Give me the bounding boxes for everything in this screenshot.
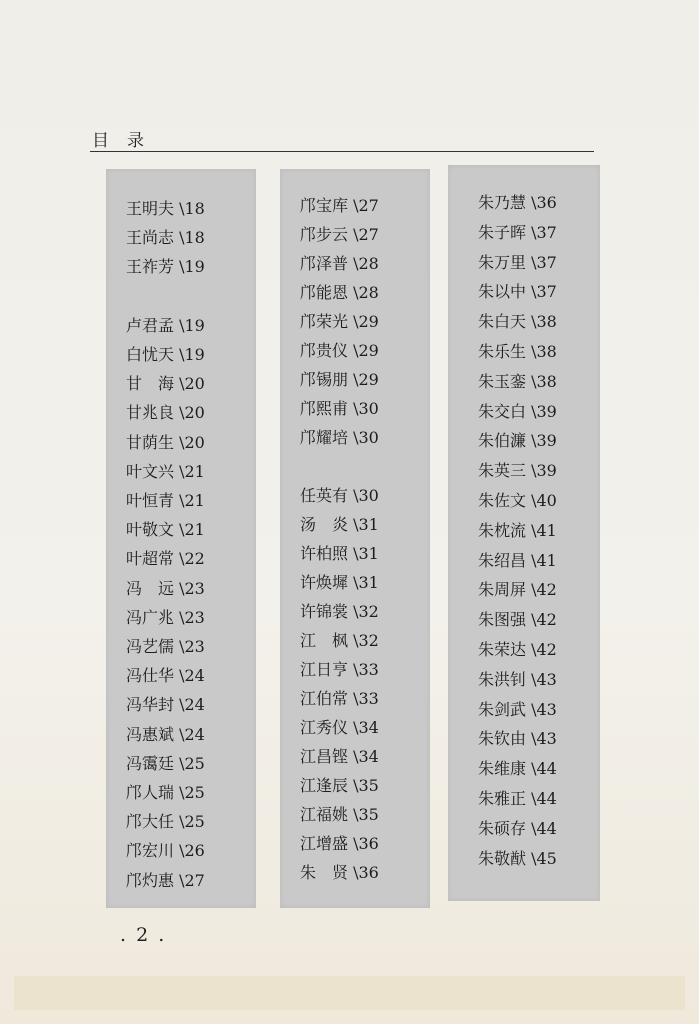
index-entry: 朱佐文 \40 <box>478 491 557 510</box>
index-entry: 朱维康 \44 <box>478 759 557 779</box>
index-entry: 朱玉銮 \38 <box>478 371 557 391</box>
header-divider <box>90 151 594 152</box>
index-entry: 冯霭廷 \25 <box>126 753 205 773</box>
index-entry: 叶文兴 \21 <box>126 461 205 481</box>
index-entry: 邝灼惠 \27 <box>126 870 205 890</box>
index-entry: 邝大任 \25 <box>126 812 205 832</box>
index-entry: 冯 远 \23 <box>126 578 205 598</box>
index-entry: 朱剑武 \43 <box>478 699 557 719</box>
index-entry: 江逢辰 \35 <box>300 776 379 795</box>
index-entry: 卢君孟 \19 <box>126 315 205 335</box>
index-entry: 冯惠斌 \24 <box>126 724 205 744</box>
index-entry: 许焕墀 \31 <box>300 573 379 592</box>
index-entry: 朱硕存 \44 <box>478 818 557 838</box>
index-entry: 邝宏川 \26 <box>126 841 205 861</box>
index-entry: 朱子晖 \37 <box>478 222 557 242</box>
index-entry: 汤 炎 \31 <box>300 515 379 534</box>
index-entry: 任英有 \30 <box>300 486 379 505</box>
index-entry: 甘 海 \20 <box>126 374 205 394</box>
index-entry: 朱乃慧 \36 <box>478 193 557 212</box>
index-entry: 甘兆良 \20 <box>126 403 205 423</box>
index-entry: 邝荣光 \29 <box>300 312 379 331</box>
index-entry: 邝贵仪 \29 <box>300 341 379 360</box>
index-entry: 邝耀培 \30 <box>300 428 379 447</box>
index-entry: 江 枫 \32 <box>300 631 379 650</box>
index-entry: 朱绍昌 \41 <box>478 550 557 570</box>
index-column-2 <box>280 169 430 908</box>
index-entry: 邝宝库 \27 <box>300 196 379 215</box>
index-entry: 王祚芳 \19 <box>126 257 205 277</box>
index-entry: 叶超常 \22 <box>126 549 205 569</box>
index-entry: 朱乐生 \38 <box>478 342 557 361</box>
index-entry: 江伯常 \33 <box>300 689 379 708</box>
index-entry: 邝步云 \27 <box>300 225 379 244</box>
index-entry: 冯华封 \24 <box>126 695 205 715</box>
index-entry: 朱交白 \39 <box>478 401 557 421</box>
index-entry: 朱图强 \42 <box>478 610 557 630</box>
index-entry: 江日亨 \33 <box>300 660 379 679</box>
index-entry: 白忧天 \19 <box>126 345 205 364</box>
page-title: 目录 <box>92 131 162 151</box>
index-entry: 叶敬文 \21 <box>126 520 205 540</box>
index-entry: 邝锡朋 \29 <box>300 370 379 389</box>
index-entry: 邝能恩 \28 <box>300 283 379 302</box>
index-entry: 许柏照 \31 <box>300 544 379 563</box>
index-entry: 王尚志 \18 <box>126 228 205 248</box>
index-entry: 江增盛 \36 <box>300 834 379 853</box>
index-entry: 邝泽普 \28 <box>300 254 379 273</box>
index-entry: 江秀仪 \34 <box>300 718 379 737</box>
index-entry: 朱伯濂 \39 <box>478 431 557 451</box>
index-entry: 朱周屏 \42 <box>478 580 557 600</box>
index-entry: 冯仕华 \24 <box>126 666 205 686</box>
index-entry: 邝人瑞 \25 <box>126 783 205 802</box>
index-entry: 冯艺儒 \23 <box>126 637 205 656</box>
index-entry: 江福姚 \35 <box>300 805 379 824</box>
index-entry: 叶恒青 \21 <box>126 491 205 510</box>
page-bottom-band <box>14 976 685 1010</box>
index-entry: 甘荫生 \20 <box>126 432 205 452</box>
index-entry: 邝熙甫 \30 <box>300 399 379 418</box>
index-entry: 许锦裳 \32 <box>300 602 379 621</box>
index-entry: 朱枕流 \41 <box>478 520 557 540</box>
index-entry: 冯广兆 \23 <box>126 607 205 627</box>
index-entry: 朱万里 \37 <box>478 252 557 272</box>
index-entry: 朱敬猷 \45 <box>478 848 557 868</box>
index-entry: 江昌铿 \34 <box>300 747 379 766</box>
index-entry: 朱雅正 \44 <box>478 789 557 808</box>
index-entry: 王明夫 \18 <box>126 199 205 218</box>
index-entry: 朱 贤 \36 <box>300 863 379 882</box>
page-number: . 2 . <box>120 924 167 946</box>
index-entry: 朱洪钊 \43 <box>478 669 557 689</box>
index-entry: 朱白天 \38 <box>478 312 557 332</box>
index-entry: 朱英三 \39 <box>478 461 557 481</box>
index-entry: 朱钦由 \43 <box>478 729 557 749</box>
index-entry: 朱荣达 \42 <box>478 640 557 659</box>
index-entry: 朱以中 \37 <box>478 282 557 302</box>
